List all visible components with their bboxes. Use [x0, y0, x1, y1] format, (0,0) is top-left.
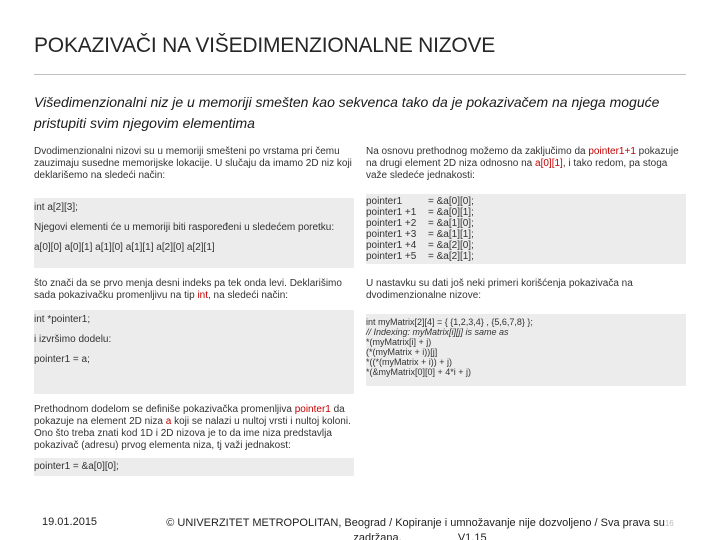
address-expression: = &a[0][1]; — [428, 207, 474, 218]
code-pointer-declaration: int *pointer1; — [34, 314, 91, 325]
pointer-expression: pointer1 +3 — [366, 229, 417, 240]
code-line: *(myMatrix[i] + j) — [366, 337, 432, 347]
pointer-expression: pointer1 +2 — [366, 218, 417, 229]
pointer-equalities — [366, 194, 686, 264]
address-expression: = &a[2][1]; — [428, 251, 474, 262]
right-column — [366, 146, 686, 386]
pointer-equality-row — [366, 240, 478, 251]
slide-subtitle: Višedimenzionalni niz je u memoriji smešten kao sekvenca tako da je pokazivačem na njega moguće pristupiti svim njegovim elementima — [34, 94, 660, 131]
code-block-text-2: i izvršimo dodelu: — [34, 334, 112, 345]
left-paragraph-1: Dvodimenzionalni nizovi su u memoriji smešteni po vrstama pri čemu zauzimaju susedne memorijske lokacije. U slučaju da imamo 2D niz koji deklarišemo na sledeći način: — [34, 146, 352, 181]
footer-copyright: © UNIVERZITET METROPOLITAN, Beograd / Kopiranje i umnožavanje nije dozvoljeno / Sva prava su16 zadržana. V1.15 — [150, 516, 690, 540]
right-code-block — [366, 314, 686, 386]
left-code-block-2 — [34, 310, 354, 394]
code-pointer-assign: pointer1 = a; — [34, 354, 90, 365]
pointer-equality-row — [366, 218, 478, 229]
code-line: *((*(myMatrix + i)) + j) — [366, 357, 452, 367]
highlight-pointer1: pointer1 — [294, 404, 331, 415]
pointer-expression: pointer1 +4 — [366, 240, 417, 251]
code-block-text: Njegovi elementi će u memoriji biti raspoređeni u sledećem poretku: — [34, 222, 335, 233]
code-line: (*(myMatrix + i))[j] — [366, 347, 438, 357]
code-declaration: int a[2][3]; — [34, 202, 78, 213]
highlight-pointer1-plus-1: pointer1+1 — [588, 146, 636, 157]
left-code-block-3: pointer1 = &a[0][0]; — [34, 458, 354, 476]
pointer-expression: pointer1 +1 — [366, 207, 417, 218]
page-number: 16 — [664, 519, 674, 528]
code-line: int myMatrix[2][4] = { {1,2,3,4} , {5,6,7,8} }; — [366, 317, 533, 327]
left-paragraph-2: što znači da se prvo menja desni indeks pa tek onda levi. Deklarišimo sada pokazivačku promenljivu na tip int, na sledeći način: — [34, 278, 342, 301]
highlight-a: a — [165, 416, 172, 427]
memory-order: a[0][0] a[0][1] a[1][0] a[1][1] a[2][0] a[2][1] — [34, 242, 215, 253]
left-paragraph-3: Prethodnom dodelom se definiše pokazivačka promenljiva pointer1 da pokazuje na element 2D niza a koji se nalazi u nultoj vrsti i nultoj koloni. Ono što treba znati kod 1D i 2D nizova je to da ime niza predstavlja pokazivač (adresu) prvog elementa niza, tj važi jednakost: — [34, 404, 351, 451]
pointer-expression: pointer1 — [366, 196, 403, 207]
left-column — [34, 146, 354, 476]
pointer-expression: pointer1 +5 — [366, 251, 417, 262]
footer-date: 19.01.2015 — [42, 516, 98, 528]
footer-version: V1.15 — [457, 532, 487, 540]
title-divider — [34, 74, 686, 75]
footer — [0, 510, 720, 540]
pointer-equality-row — [366, 229, 478, 240]
code-line: *(&myMatrix[0][0] + 4*i + j) — [366, 367, 472, 377]
address-expression: = &a[1][1]; — [428, 229, 474, 240]
code-line: // Indexing: myMatrix[i][j] is same as — [366, 327, 509, 337]
pointer-equality-row — [366, 207, 478, 218]
address-expression: = &a[2][0]; — [428, 240, 474, 251]
highlight-int: int — [197, 290, 208, 301]
left-code-block-1 — [34, 198, 354, 268]
slide-title: POKAZIVAČI NA VIŠEDIMENZIONALNE NIZOVE — [34, 34, 496, 57]
highlight-a01: a[0][1] — [535, 158, 563, 169]
pointer-equality-row — [366, 251, 478, 262]
address-expression: = &a[1][0]; — [428, 218, 474, 229]
right-paragraph-2: U nastavku su dati još neki primeri korišćenja pokazivača na dvodimenzionalne nizove: — [366, 278, 633, 301]
pointer-equality-row — [366, 196, 478, 207]
address-expression: = &a[0][0]; — [428, 196, 474, 207]
right-paragraph-1: Na osnovu prethodnog možemo da zaključimo da pointer1+1 pokazuje na drugi element 2D niza odnosno na a[0][1], i tako redom, pa stoga važe sledeće jednakosti: — [366, 146, 679, 181]
